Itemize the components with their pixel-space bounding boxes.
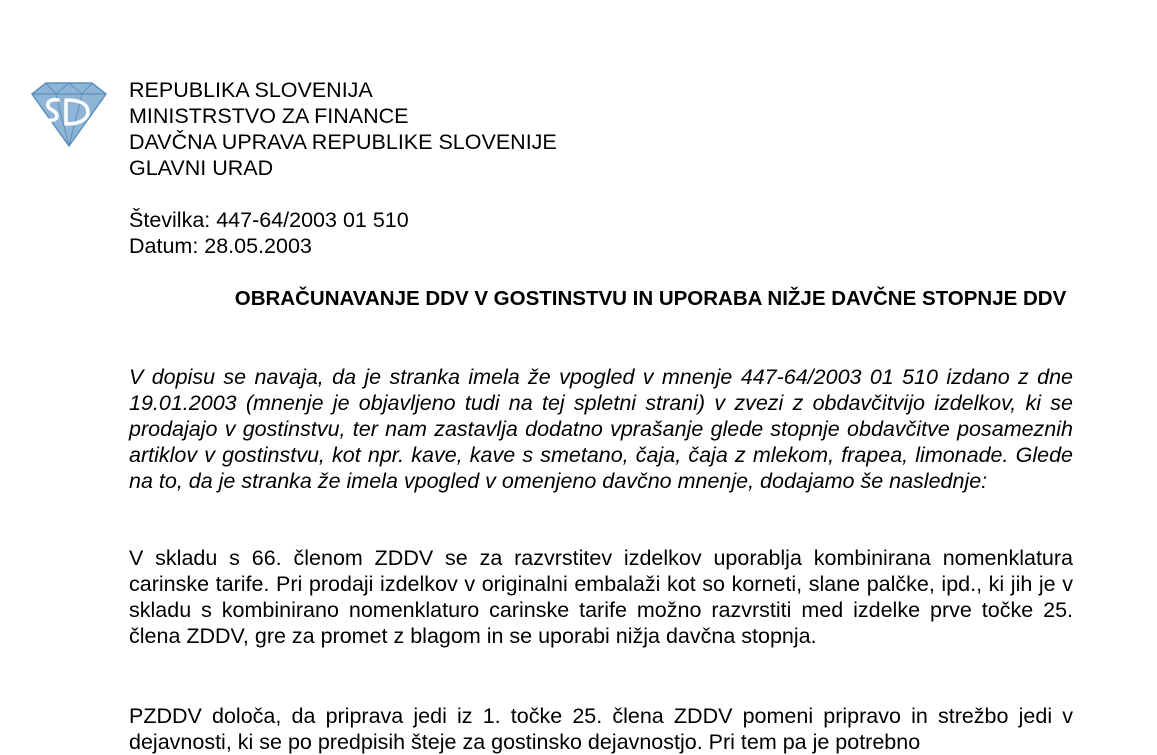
document-title: OBRAČUNAVANJE DDV V GOSTINSTVU IN UPORABA NIŽJE DAVČNE STOPNJE DDV <box>234 287 1067 310</box>
header-line-republic: REPUBLIKA SLOVENIJA <box>129 78 373 102</box>
document-date: Datum: 28.05.2003 <box>129 234 312 258</box>
tax-administration-logo <box>28 80 110 148</box>
paragraph-continuation: PZDDV določa, da priprava jedi iz 1. točke 25. člena ZDDV pomeni pripravo in strežbo jedi v dejavnosti, ki se po predpisih šteje za gostinsko dejavnostjo. Pri tem pa je potrebno <box>129 704 1073 754</box>
header-line-tax-administration: DAVČNA UPRAVA REPUBLIKE SLOVENIJE <box>129 130 557 154</box>
document-header <box>129 77 557 181</box>
paragraph-intro: V dopisu se navaja, da je stranka imela že vpogled v mnenje 447-64/2003 01 510 izdano z dne 19.01.2003 (mnenje je objavljeno tudi na tej spletni strani) v zvezi z obdavčitvijo izdelkov, ki se prodajajo v gostinstvu, ter nam zastavlja dodatno vprašanje glede stopnje obdavčitve posameznih artiklov v gostinstvu, kot npr. kave, kave s smetano, čaja, čaja z mlekom, frapea, limonade. Glede na to, da je stranka že imela vpogled v omenjeno davčno mnenje, dodajamo še naslednje: <box>129 365 1073 493</box>
paragraph-body: V skladu s 66. členom ZDDV se za razvrstitev izdelkov uporablja kombinirana nomenklatura carinske tarife. Pri prodaji izdelkov v originalni embalaži kot so korneti, slane palčke, ipd., ki jih je v skladu s kombinirano nomenklaturo carinske tarife možno razvrstiti med izdelke prve točke 25. člena ZDDV, gre za promet z blagom in se uporabi nižja davčna stopnja. <box>129 546 1073 648</box>
document-number: Številka: 447-64/2003 01 510 <box>129 208 409 232</box>
header-line-ministry: MINISTRSTVO ZA FINANCE <box>129 104 409 128</box>
header-line-main-office: GLAVNI URAD <box>129 156 274 180</box>
logo-diamond-shape <box>32 83 106 146</box>
document-meta <box>129 207 409 259</box>
